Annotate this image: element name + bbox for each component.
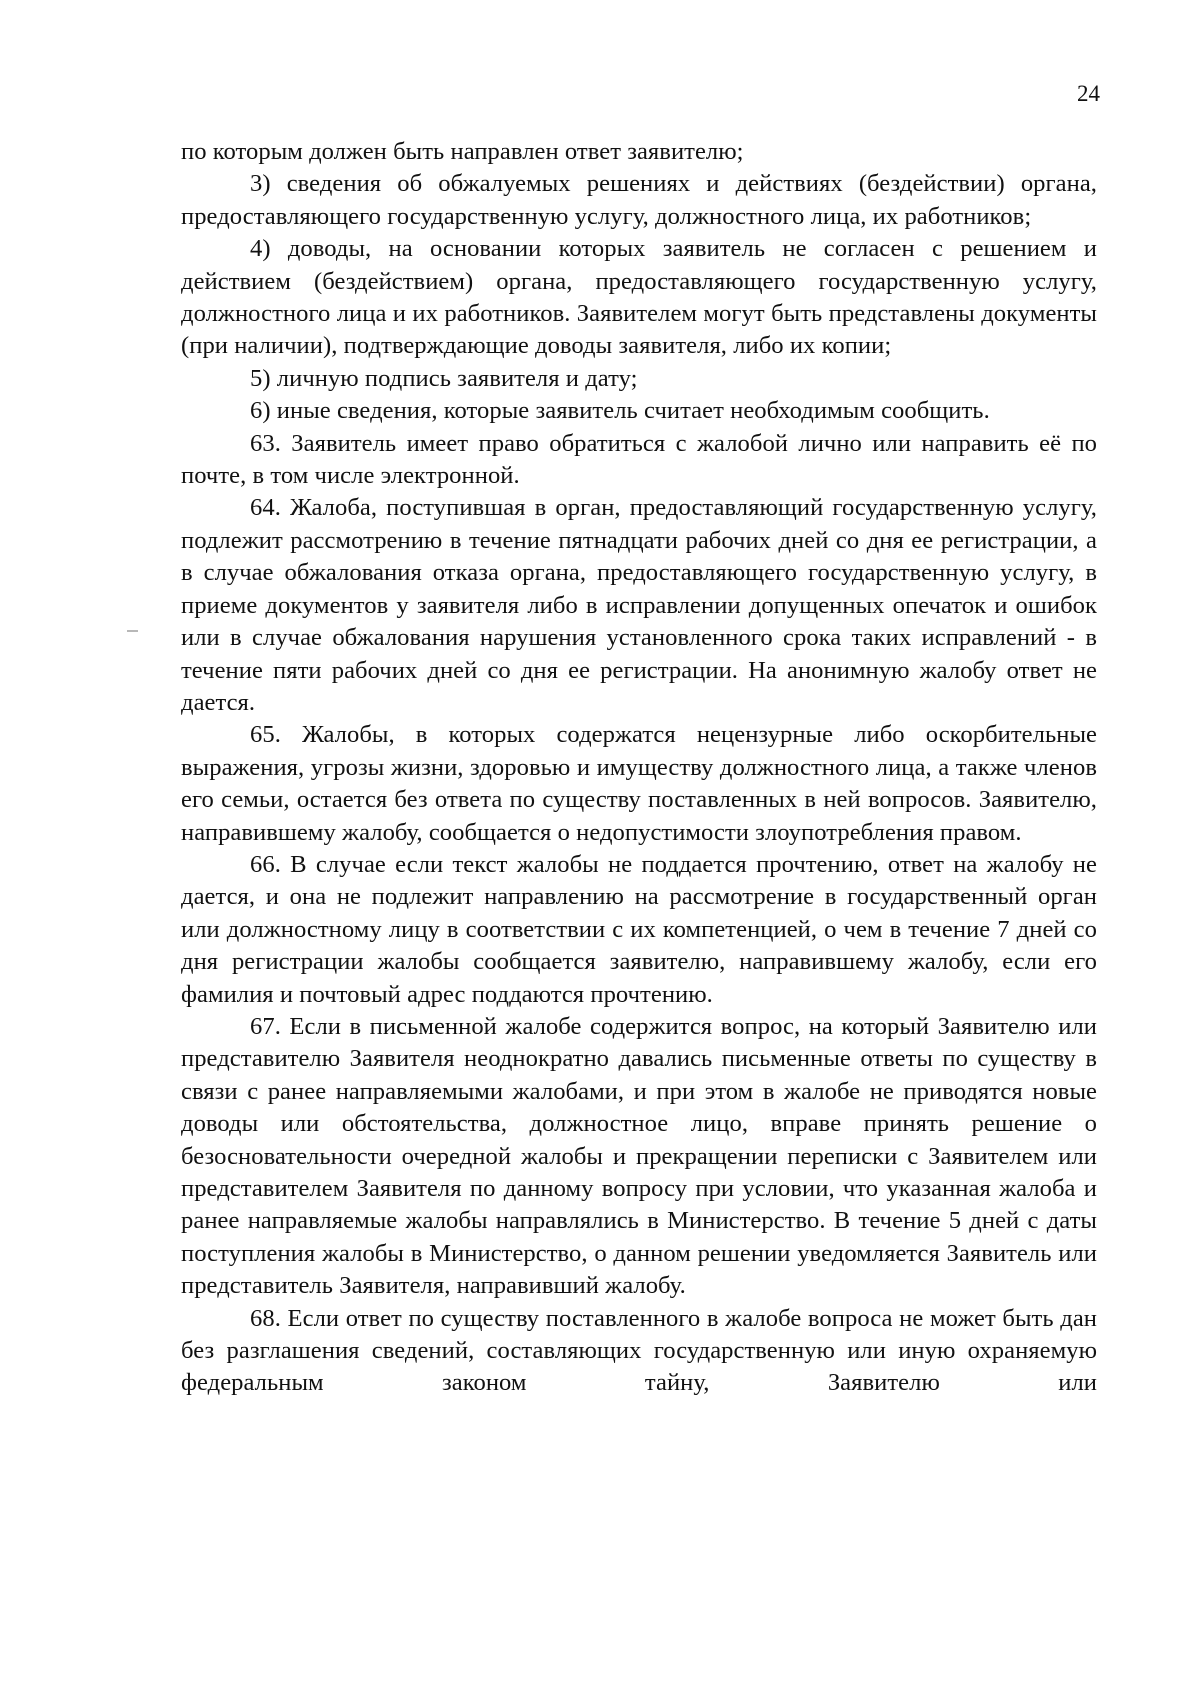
paragraph-67: 67. Если в письменной жалобе содержится вопрос, на который Заявителю или представителю Заявителя неоднократно давались письменные ответы по существу в связи с ранее направляемыми жалобами, и при этом в жалобе не приводятся новые доводы или обстоятельства, должностное лицо, вправе принять решение о безосновательности очередной жалобы и прекращении переписки с Заявителем или представителем Заявителя по данному вопросу при условии, что указанная жалоба и ранее направляемые жалобы направлялись в Министерство. В течение 5 дней с даты поступления жалобы в Министерство, о данном решении уведомляется Заявитель или представитель Заявителя, направивший жалобу. <box>181 1012 1097 1300</box>
paragraph-66: 66. В случае если текст жалобы не поддается прочтению, ответ на жалобу не дается, и она не подлежит направлению на рассмотрение в государственный орган или должностному лицу в соответствии с их компетенцией, о чем в течение 7 дней со дня регистрации жалобы сообщается заявителю, направившему жалобу, если его фамилия и почтовый адрес поддаются прочтению. <box>181 850 1097 1008</box>
document-body <box>181 136 1097 1400</box>
scan-artifact <box>127 630 138 632</box>
paragraph-continuation: по которым должен быть направлен ответ заявителю; <box>181 138 744 165</box>
paragraph-68: 68. Если ответ по существу поставленного в жалобе вопроса не может быть дан без разглашения сведений, составляющих государственную или иную охраняемую федеральным законом тайну, Заявителю или <box>181 1304 1097 1397</box>
paragraph-item-6: 6) иные сведения, которые заявитель считает необходимым сообщить. <box>250 397 990 425</box>
paragraph-item-5: 5) личную подпись заявителя и дату; <box>250 364 638 392</box>
paragraph-65: 65. Жалобы, в которых содержатся нецензурные либо оскорбительные выражения, угрозы жизни, здоровью и имуществу должностного лица, а также членов его семьи, остается без ответа по существу поставленных в ней вопросов. Заявителю, направившему жалобу, сообщается о недопустимости злоупотребления правом. <box>181 721 1097 846</box>
paragraph-item-4: 4) доводы, на основании которых заявитель не согласен с решением и действием (бездействием) органа, предоставляющего государственную услугу, должностного лица и их работников. Заявителем могут быть представлены документы (при наличии), подтверждающие доводы заявителя, либо их копии; <box>181 235 1097 360</box>
page-number: 24 <box>1077 81 1100 106</box>
paragraph-63: 63. Заявитель имеет право обратиться с жалобой лично или направить её по почте, в том числе электронной. <box>181 429 1097 490</box>
paragraph-64: 64. Жалоба, поступившая в орган, предоставляющий государственную услугу, подлежит рассмотрению в течение пятнадцати рабочих дней со дня ее регистрации, а в случае обжалования отказа органа, предоставляющего государственную услугу, в приеме документов у заявителя либо в исправлении допущенных опечаток и ошибок или в случае обжалования нарушения установленного срока таких исправлений - в течение пяти рабочих дней со дня ее регистрации. На анонимную жалобу ответ не дается. <box>181 494 1097 716</box>
paragraph-item-3: 3) сведения об обжалуемых решениях и действиях (бездействии) органа, предоставляющего государственную услугу, должностного лица, их работников; <box>181 170 1097 230</box>
